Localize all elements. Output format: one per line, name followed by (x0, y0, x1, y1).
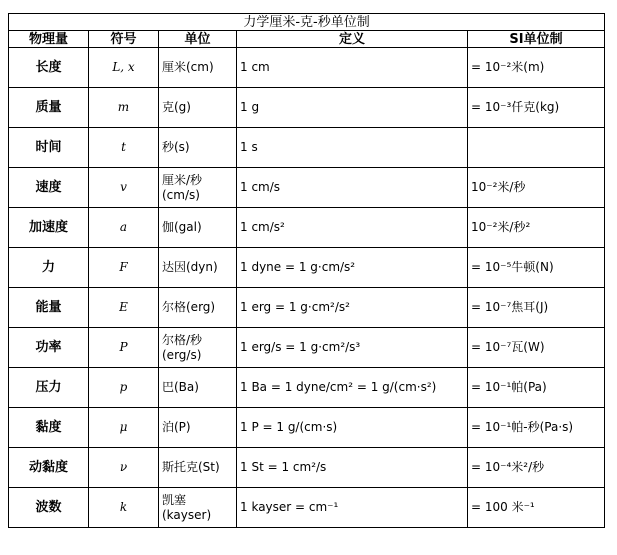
symbol-cell: k (89, 488, 159, 528)
si-unit-cell: = 100 米⁻¹ (468, 488, 605, 528)
table-title: 力学厘米-克-秒单位制 (9, 14, 605, 31)
header-quantity: 物理量 (9, 31, 89, 48)
si-unit-cell: = 10⁻¹帕-秒(Pa·s) (468, 408, 605, 448)
si-unit-cell: = 10⁻⁷焦耳(J) (468, 288, 605, 328)
header-symbol: 符号 (89, 31, 159, 48)
definition-cell: 1 St = 1 cm²/s (237, 448, 468, 488)
unit-cell: 厘米/秒 (cm/s) (159, 168, 237, 208)
unit-cell: 尔格/秒 (erg/s) (159, 328, 237, 368)
symbol-cell: F (89, 248, 159, 288)
definition-cell: 1 g (237, 88, 468, 128)
table-title-row (9, 14, 605, 31)
si-unit-cell: = 10⁻³仟克(kg) (468, 88, 605, 128)
unit-cell: 斯托克(St) (159, 448, 237, 488)
quantity-cell: 加速度 (9, 208, 89, 248)
table-row (9, 208, 605, 248)
unit-cell: 厘米(cm) (159, 48, 237, 88)
unit-cell: 凯塞 (kayser) (159, 488, 237, 528)
quantity-cell: 动黏度 (9, 448, 89, 488)
quantity-cell: 质量 (9, 88, 89, 128)
unit-cell: 泊(P) (159, 408, 237, 448)
quantity-cell: 时间 (9, 128, 89, 168)
symbol-cell: E (89, 288, 159, 328)
header-si-unit: SI单位制 (468, 31, 605, 48)
unit-cell: 秒(s) (159, 128, 237, 168)
si-unit-cell (468, 128, 605, 168)
si-unit-cell: = 10⁻²米(m) (468, 48, 605, 88)
definition-cell: 1 P = 1 g/(cm·s) (237, 408, 468, 448)
definition-cell: 1 erg = 1 g·cm²/s² (237, 288, 468, 328)
table-row (9, 408, 605, 448)
table-row (9, 248, 605, 288)
unit-cell: 伽(gal) (159, 208, 237, 248)
definition-cell: 1 cm/s² (237, 208, 468, 248)
si-unit-cell: = 10⁻⁵牛顿(N) (468, 248, 605, 288)
symbol-cell: ν (89, 448, 159, 488)
unit-cell: 巴(Ba) (159, 368, 237, 408)
quantity-cell: 长度 (9, 48, 89, 88)
table-row (9, 88, 605, 128)
table-row (9, 48, 605, 88)
symbol-cell: p (89, 368, 159, 408)
definition-cell: 1 cm (237, 48, 468, 88)
si-unit-cell: 10⁻²米/秒² (468, 208, 605, 248)
definition-cell: 1 dyne = 1 g·cm/s² (237, 248, 468, 288)
symbol-cell: v (89, 168, 159, 208)
table-row (9, 368, 605, 408)
quantity-cell: 能量 (9, 288, 89, 328)
header-definition: 定义 (237, 31, 468, 48)
quantity-cell: 功率 (9, 328, 89, 368)
si-unit-cell: 10⁻²米/秒 (468, 168, 605, 208)
symbol-cell: a (89, 208, 159, 248)
symbol-cell: L, x (89, 48, 159, 88)
quantity-cell: 力 (9, 248, 89, 288)
table-row (9, 128, 605, 168)
unit-cell: 尔格(erg) (159, 288, 237, 328)
symbol-cell: μ (89, 408, 159, 448)
table-row (9, 448, 605, 488)
symbol-cell: P (89, 328, 159, 368)
definition-cell: 1 cm/s (237, 168, 468, 208)
si-unit-cell: = 10⁻⁴米²/秒 (468, 448, 605, 488)
si-unit-cell: = 10⁻¹帕(Pa) (468, 368, 605, 408)
table-row (9, 488, 605, 528)
definition-cell: 1 kayser = cm⁻¹ (237, 488, 468, 528)
symbol-cell: t (89, 128, 159, 168)
quantity-cell: 压力 (9, 368, 89, 408)
table-row (9, 328, 605, 368)
table-header-row (9, 31, 605, 48)
unit-cell: 达因(dyn) (159, 248, 237, 288)
definition-cell: 1 s (237, 128, 468, 168)
symbol-cell: m (89, 88, 159, 128)
si-unit-cell: = 10⁻⁷瓦(W) (468, 328, 605, 368)
quantity-cell: 速度 (9, 168, 89, 208)
table-row (9, 288, 605, 328)
header-unit: 单位 (159, 31, 237, 48)
quantity-cell: 黏度 (9, 408, 89, 448)
cgs-units-table (8, 13, 605, 528)
quantity-cell: 波数 (9, 488, 89, 528)
unit-cell: 克(g) (159, 88, 237, 128)
definition-cell: 1 Ba = 1 dyne/cm² = 1 g/(cm·s²) (237, 368, 468, 408)
definition-cell: 1 erg/s = 1 g·cm²/s³ (237, 328, 468, 368)
table-row (9, 168, 605, 208)
